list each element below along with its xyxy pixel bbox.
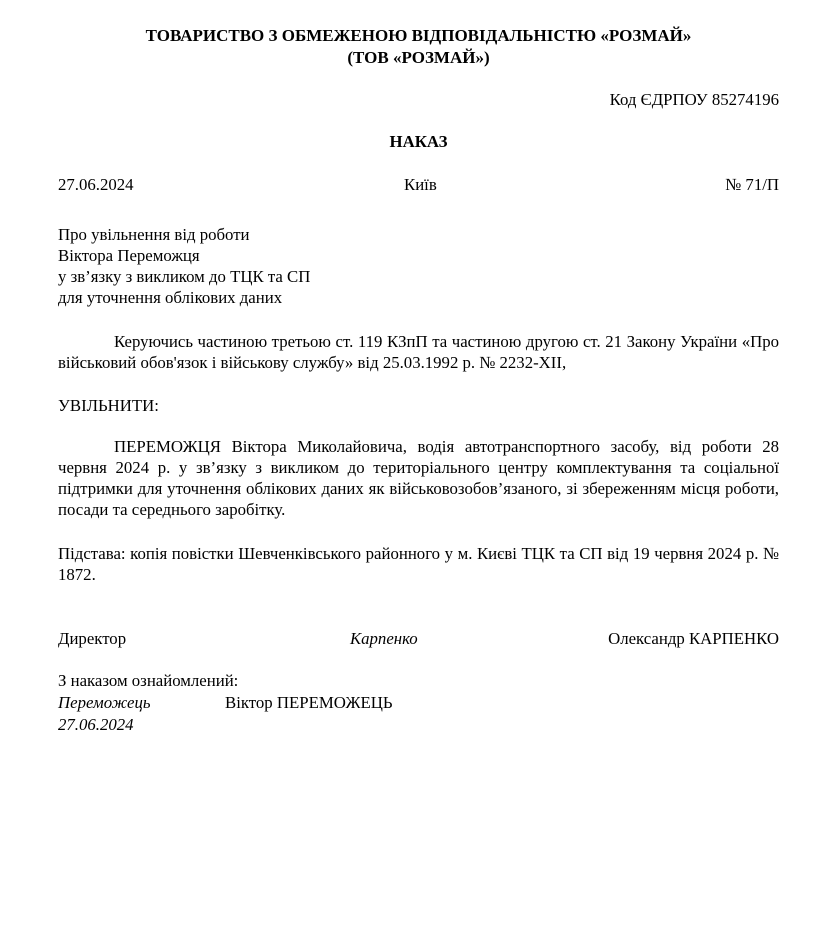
order-subject xyxy=(58,224,310,308)
subject-line: Віктора Переможця xyxy=(58,246,200,265)
document-date: 27.06.2024 xyxy=(58,175,134,194)
signatory-position: Директор xyxy=(58,629,127,648)
document-number: № 71/П xyxy=(725,175,779,194)
signatory-name: Олександр КАРПЕНКО xyxy=(608,629,779,648)
subject-line: у зв’язку з викликом до ТЦК та СП xyxy=(58,267,311,286)
document-city: Київ xyxy=(404,175,437,194)
organization-header xyxy=(0,25,815,69)
acknowledgement-block xyxy=(58,670,558,736)
employee-name: Віктор ПЕРЕМОЖЕЦЬ xyxy=(225,693,393,712)
order-paragraph: ПЕРЕМОЖЦЯ Віктора Миколайовича, водія автотранспортного засобу, від роботи 28 червня 2024 р. у зв’язку з викликом до територіального центру комплектування та соціальної підтримки для уточнення облікових даних як військовозобов’язаного, зі збереженням місця роботи, посади та середнього заробітку. xyxy=(58,437,779,519)
director-signature: Карпенко xyxy=(350,629,418,648)
acknowledgement-label: З наказом ознайомлений: xyxy=(58,671,239,690)
basis-paragraph: Підстава: копія повістки Шевченківського районного у м. Києві ТЦК та СП від 19 червня 2024 р. № 1872. xyxy=(58,544,779,584)
order-keyword: УВІЛЬНИТИ: xyxy=(58,396,159,415)
employee-signature: Переможець xyxy=(58,693,151,712)
subject-line: Про увільнення від роботи xyxy=(58,225,250,244)
acknowledgement-date: 27.06.2024 xyxy=(58,715,134,734)
organization-short-name: (ТОВ «РОЗМАЙ») xyxy=(347,48,490,67)
subject-line: для уточнення облікових даних xyxy=(58,288,283,307)
organization-full-name: ТОВАРИСТВО З ОБМЕЖЕНОЮ ВІДПОВІДАЛЬНІСТЮ «РОЗМАЙ» xyxy=(145,26,692,45)
edrpou-code: Код ЄДРПОУ 85274196 xyxy=(609,90,779,109)
acknowledgement-signature-row xyxy=(58,692,558,714)
document-title: НАКАЗ xyxy=(389,132,448,151)
preamble-paragraph: Керуючись частиною третьою ст. 119 КЗпП та частиною другою ст. 21 Закону України «Про військовий обов'язок і військову службу» від 25.03.1992 р. № 2232-XII, xyxy=(58,332,779,372)
